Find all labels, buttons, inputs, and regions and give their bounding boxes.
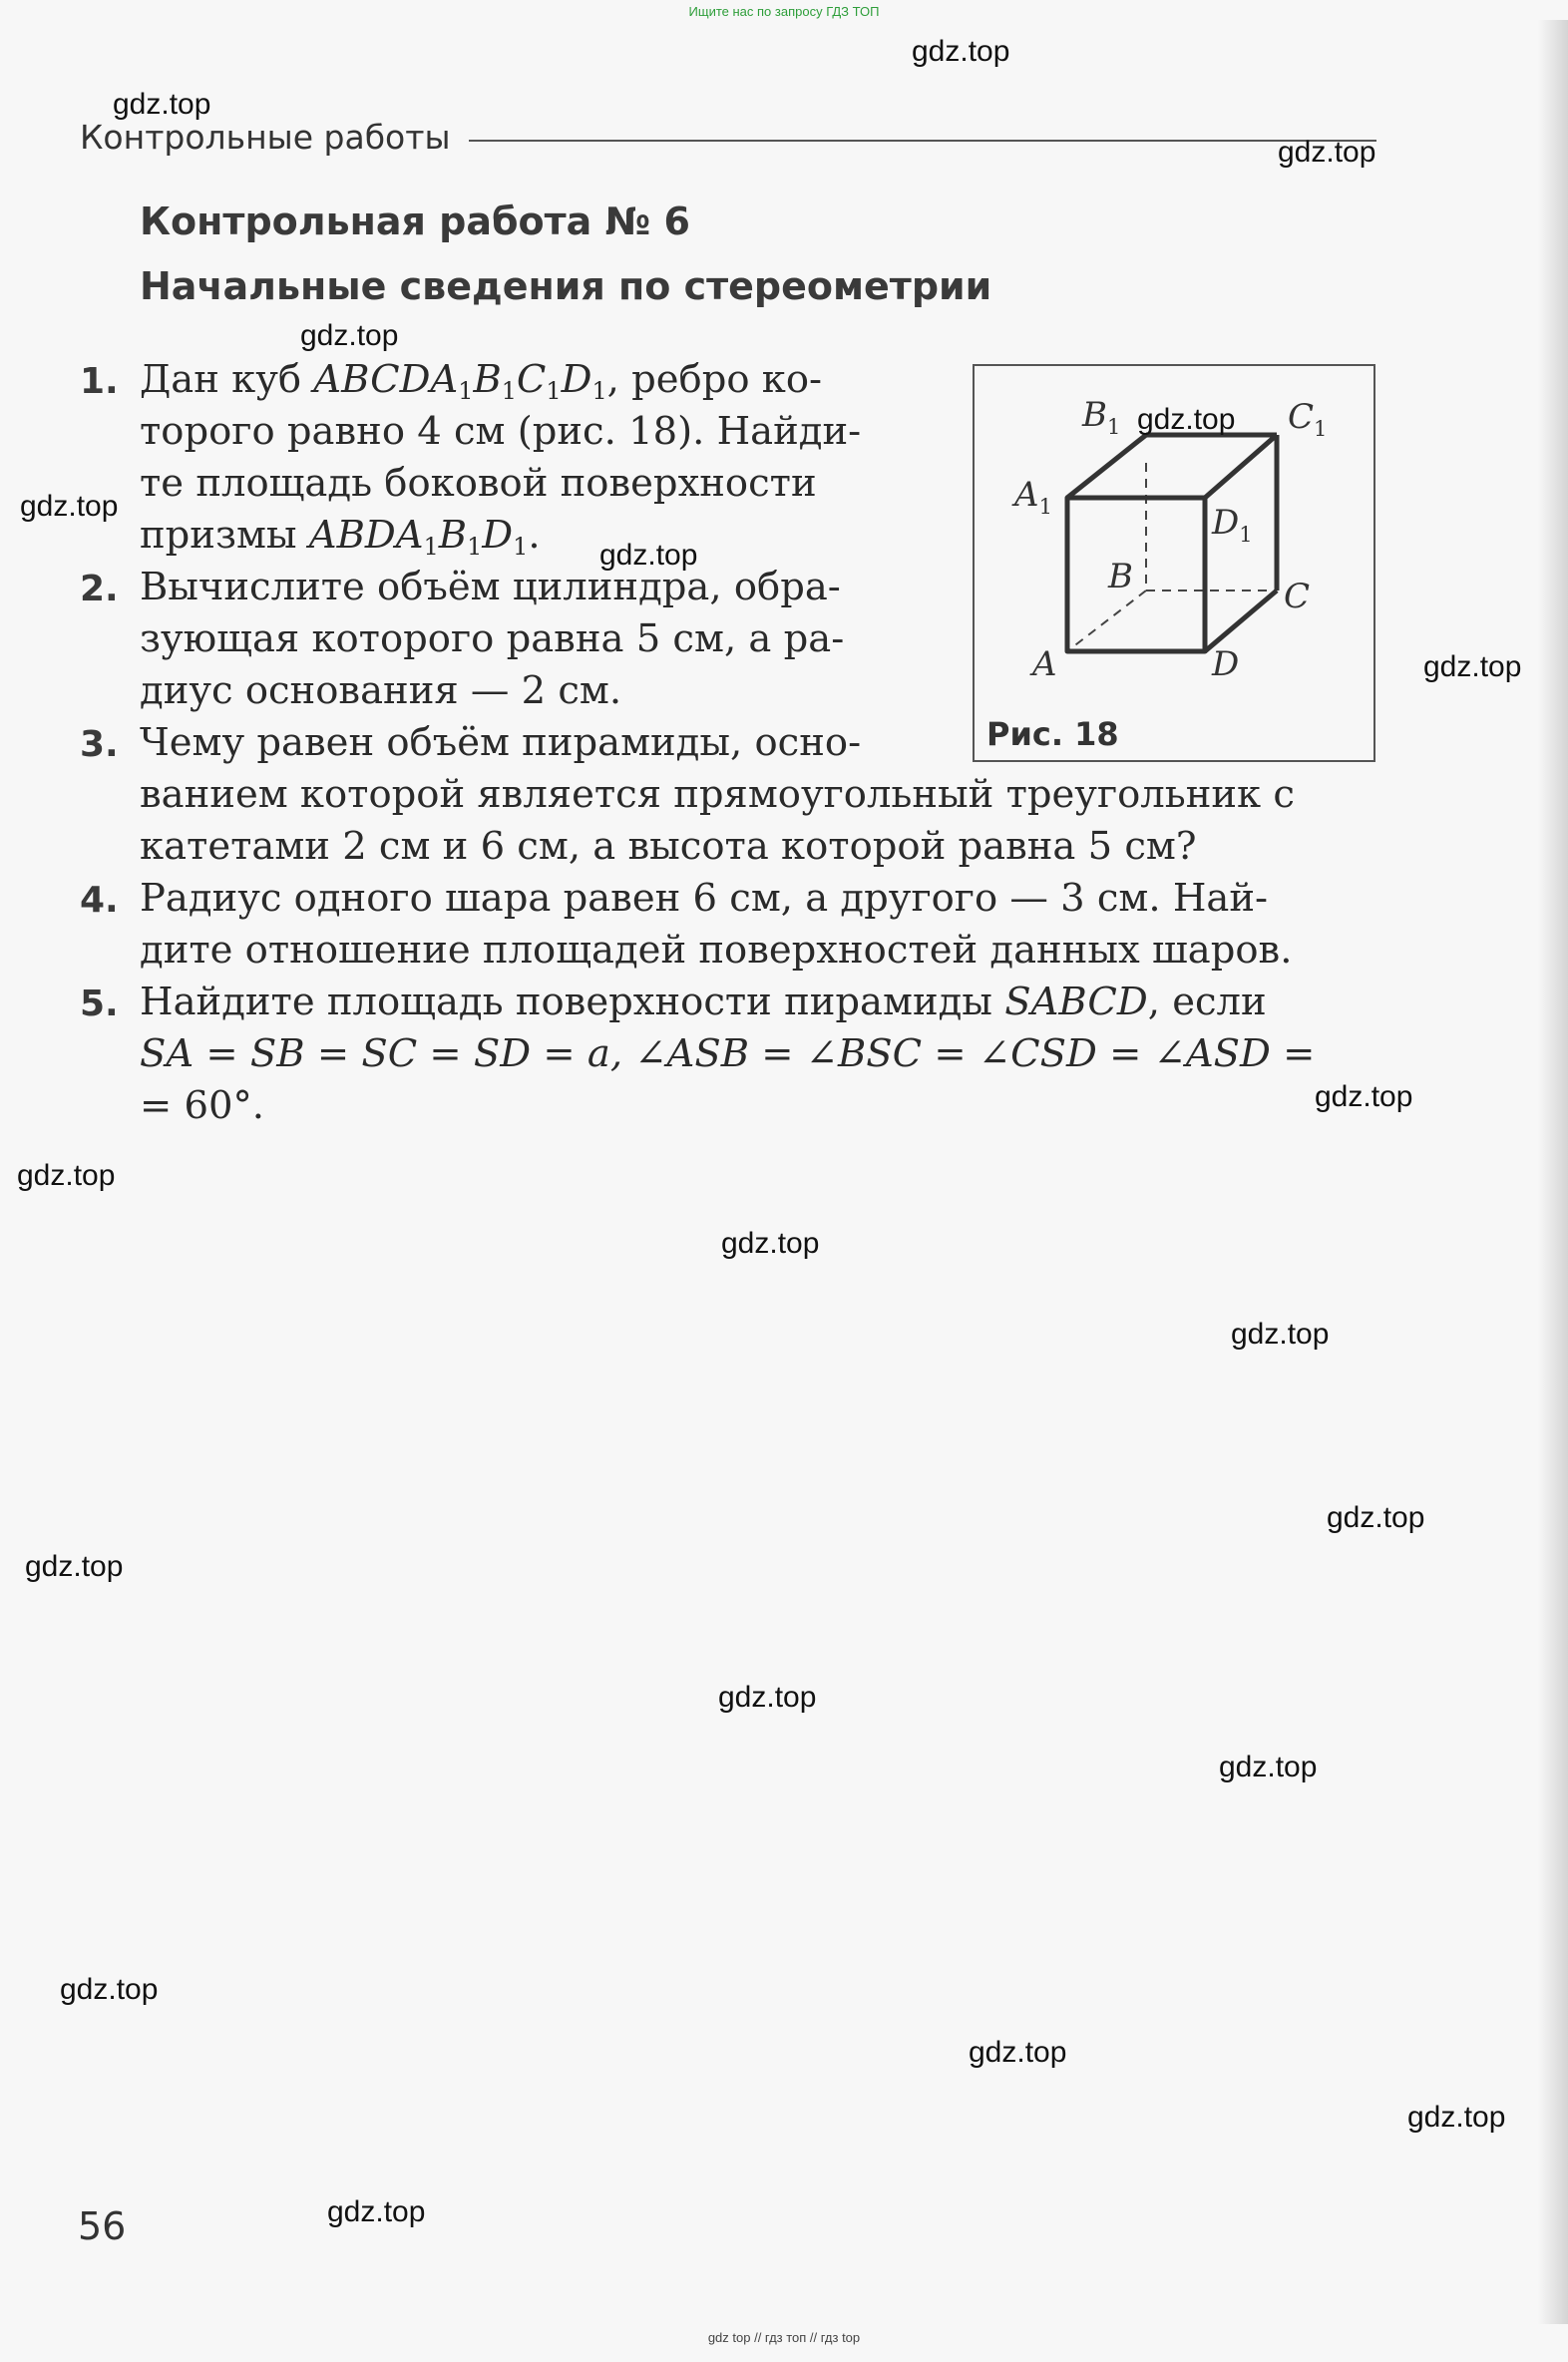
problem-3-number: 3. [80, 724, 119, 765]
problem-4-number: 4. [80, 880, 119, 921]
watermark: gdz.top [17, 1159, 116, 1192]
watermark: gdz.top [60, 1973, 159, 2006]
edge-d1c1 [1205, 435, 1277, 498]
top-banner[interactable]: Ищите нас по запросу ГДЗ ТОП [688, 4, 880, 19]
page-edge-shadow [1538, 20, 1568, 2324]
problem-1-line-1: Дан куб $ABCDA_1B_1C_1D_1$, ребро ко- [140, 357, 823, 406]
watermark: gdz.top [25, 1550, 124, 1583]
svg-text:C1: $C_1$ [1288, 397, 1328, 441]
watermark: gdz.top [1137, 403, 1236, 436]
problem-1-line-3: те площадь боковой поверхности [140, 461, 817, 506]
label-c: C [1284, 577, 1311, 616]
edge-a1b1 [1067, 435, 1146, 498]
watermark: gdz.top [1423, 650, 1522, 683]
header-rule [469, 140, 1376, 142]
svg-text:B1: $B_1$ [1082, 395, 1121, 439]
problem-3-line-1: Чему равен объём пирамиды, осно- [140, 720, 862, 765]
problem-2-line-3: диус основания — 2 см. [140, 668, 622, 713]
problem-1-line-2: торого равно 4 см (рис. 18). Найди- [140, 409, 862, 454]
svg-text:D [1211, 644, 1239, 684]
svg-text:C [1284, 577, 1310, 616]
problem-2-line-1: Вычислите объём цилиндра, обра- [140, 565, 841, 609]
problem-2-number: 2. [80, 569, 119, 609]
problem-5-line-3: = 60°. [140, 1083, 264, 1128]
test-number: Контрольная работа № 6 [140, 199, 690, 243]
label-b: B [1108, 557, 1133, 596]
figure-caption: Рис. 18 [986, 715, 1119, 753]
problem-5-line-1: Найдите площадь поверхности пирамиды SABCD, если [140, 980, 1267, 1024]
watermark: gdz.top [20, 490, 119, 523]
watermark: gdz.top [912, 35, 1010, 68]
problem-4-line-2: дите отношение площадей поверхностей данных шаров. [140, 928, 1293, 973]
label-b1: B [1082, 395, 1107, 435]
edge-ab [1067, 590, 1146, 651]
problem-3-line-2: ванием которой является прямоугольный треугольник с [140, 772, 1295, 817]
problem-5-line-2: SA = SB = SC = SD = a, ∠ASB = ∠BSC = ∠CSD = ∠ASD = [140, 1031, 1316, 1076]
watermark: gdz.top [969, 2036, 1067, 2069]
watermark: gdz.top [1315, 1080, 1413, 1113]
section-label: Контрольные работы [80, 118, 451, 157]
watermark: gdz.top [718, 1681, 817, 1714]
label-d: D [1212, 644, 1240, 684]
page-number: 56 [78, 2204, 127, 2248]
watermark: gdz.top [113, 88, 211, 121]
problem-4-line-1: Радиус одного шара равен 6 см, а другого — 3 см. Най- [140, 876, 1269, 921]
watermark: gdz.top [1278, 136, 1376, 169]
watermark: gdz.top [1327, 1501, 1425, 1534]
watermark: gdz.top [327, 2195, 426, 2228]
watermark: gdz.top [300, 319, 399, 352]
problem-5-number: 5. [80, 984, 119, 1024]
bottom-banner[interactable]: gdz top // гдз топ // гдз top [707, 2330, 861, 2345]
watermark: gdz.top [1219, 1751, 1318, 1783]
test-title: Начальные сведения по стереометрии [140, 264, 992, 308]
svg-text:D1: $D_1$ [1212, 503, 1253, 547]
problem-1-line-4: призмы $ABDA_1B_1D_1$. [140, 513, 541, 562]
watermark: gdz.top [599, 539, 698, 572]
label-a: A [1032, 644, 1057, 684]
label-d1: D [1212, 503, 1240, 543]
problem-1-number: 1. [80, 361, 119, 402]
label-a1: A [1014, 475, 1039, 515]
problem-2-line-2: зующая которого равна 5 см, а ра- [140, 616, 845, 661]
problem-3-line-3: катетами 2 см и 6 см, а высота которой равна 5 см? [140, 824, 1197, 869]
watermark: gdz.top [1231, 1318, 1330, 1351]
watermark: gdz.top [721, 1227, 820, 1260]
svg-text:A1: $A_1$ [1011, 475, 1052, 519]
svg-text:B [1107, 557, 1133, 596]
label-c1: C [1288, 397, 1315, 437]
edge-dc [1205, 590, 1277, 651]
svg-text:A [1029, 644, 1057, 684]
watermark: gdz.top [1407, 2101, 1506, 2134]
front-face [1067, 498, 1205, 651]
